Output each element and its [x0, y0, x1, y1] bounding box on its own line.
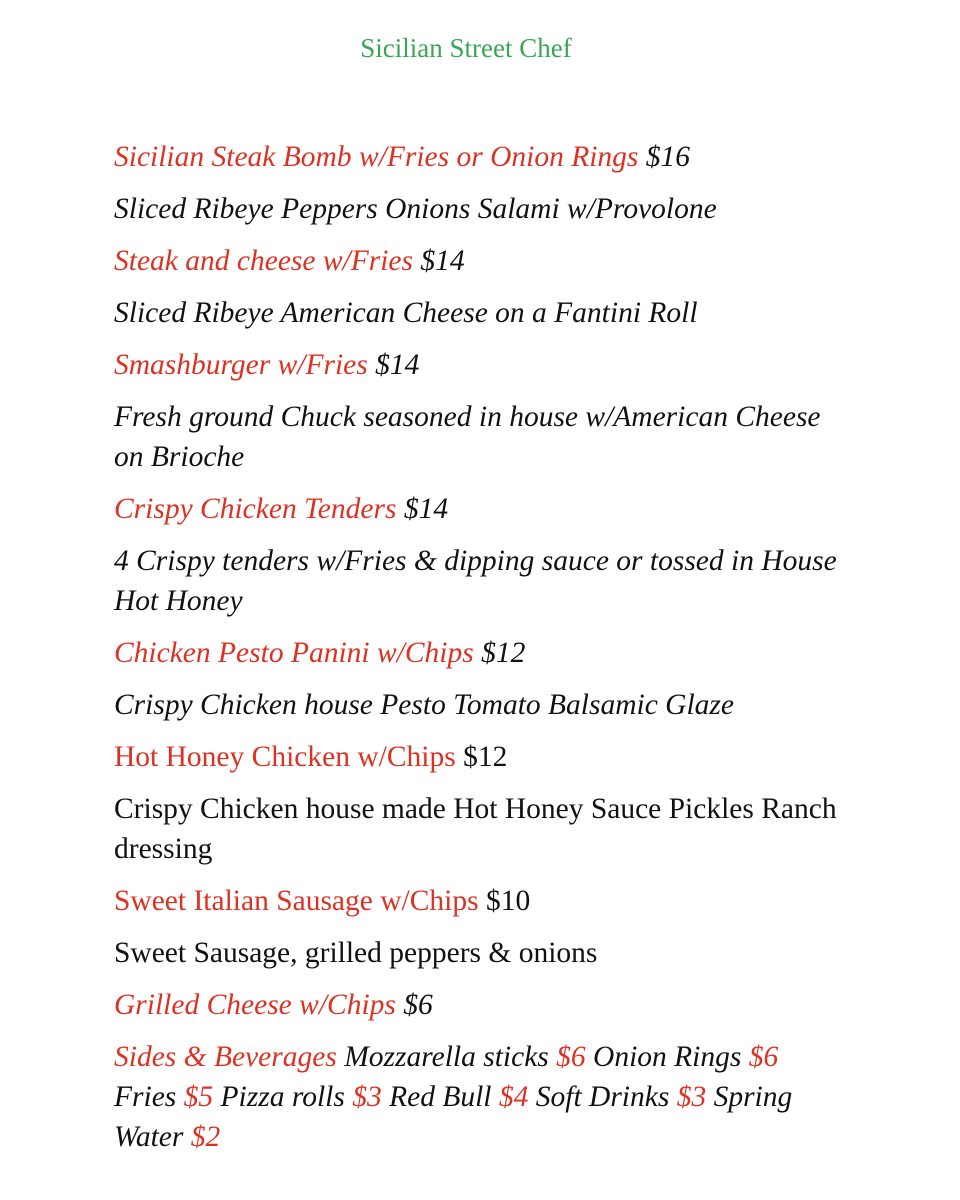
menu-item-price: $12 — [481, 637, 526, 669]
menu-item-name: Chicken Pesto Panini w/Chips — [114, 637, 474, 669]
menu-item-title — [114, 241, 844, 281]
side-name: Mozzarella sticks — [344, 1041, 549, 1073]
menu-item-title — [114, 137, 844, 177]
menu-item-name: Steak and cheese w/Fries — [114, 245, 414, 277]
menu-list — [114, 137, 844, 1169]
menu-title: Sicilian Street Chef — [360, 33, 572, 63]
side-name: Pizza rolls — [220, 1081, 345, 1113]
sides-section — [114, 1037, 844, 1157]
side-price: $6 — [556, 1041, 586, 1073]
menu-item-name: Grilled Cheese w/Chips — [114, 989, 396, 1021]
menu-item-title — [114, 489, 844, 529]
menu-item-name: Hot Honey Chicken w/Chips — [114, 741, 456, 773]
menu-item-description: Sliced Ribeye American Cheese on a Fantini Roll — [114, 297, 698, 329]
menu-item-description: Sliced Ribeye Peppers Onions Salami w/Provolone — [114, 193, 717, 225]
menu-item-price: $14 — [403, 493, 449, 525]
side-name: Red Bull — [389, 1081, 492, 1113]
menu-item-price: $16 — [645, 141, 691, 173]
menu-item-name: Crispy Chicken Tenders — [114, 493, 397, 525]
menu-item-name: Sicilian Steak Bomb w/Fries or Onion Rings — [114, 141, 639, 173]
menu-item-description: Crispy Chicken house made Hot Honey Sauce Pickles Ranch dressing — [114, 793, 837, 865]
menu-item-price: $12 — [463, 741, 508, 773]
menu-item-name: Sweet Italian Sausage w/Chips — [114, 885, 479, 917]
side-name: Spring Water — [114, 1081, 793, 1153]
menu-item-title — [114, 985, 844, 1025]
menu-item-title — [114, 737, 844, 777]
side-price: $2 — [190, 1121, 221, 1153]
side-price: $4 — [498, 1081, 529, 1113]
menu-item-title — [114, 345, 844, 385]
menu-item-title — [114, 881, 844, 921]
menu-item-description: 4 Crispy tenders w/Fries & dipping sauce or tossed in House Hot Honey — [114, 545, 837, 617]
menu-item-description: Fresh ground Chuck seasoned in house w/American Cheese on Brioche — [114, 401, 821, 473]
menu-item-price: $6 — [403, 989, 433, 1021]
menu-item-price: $10 — [485, 885, 531, 917]
menu-item-price: $14 — [375, 349, 420, 381]
side-price: $5 — [183, 1081, 214, 1113]
side-name: Onion Rings — [593, 1041, 742, 1073]
side-name: Soft Drinks — [535, 1081, 670, 1113]
sides-label: Sides & Beverages — [114, 1041, 337, 1073]
menu-item-price: $14 — [420, 245, 465, 277]
menu-item-description: Crispy Chicken house Pesto Tomato Balsamic Glaze — [114, 689, 735, 721]
menu-item-title — [114, 633, 844, 673]
menu-item-description: Sweet Sausage, grilled peppers & onions — [114, 937, 598, 969]
menu-item-name: Smashburger w/Fries — [114, 349, 368, 381]
side-name: Fries — [114, 1081, 177, 1113]
side-price: $3 — [352, 1081, 382, 1113]
side-price: $6 — [748, 1041, 779, 1073]
side-price: $3 — [676, 1081, 707, 1113]
